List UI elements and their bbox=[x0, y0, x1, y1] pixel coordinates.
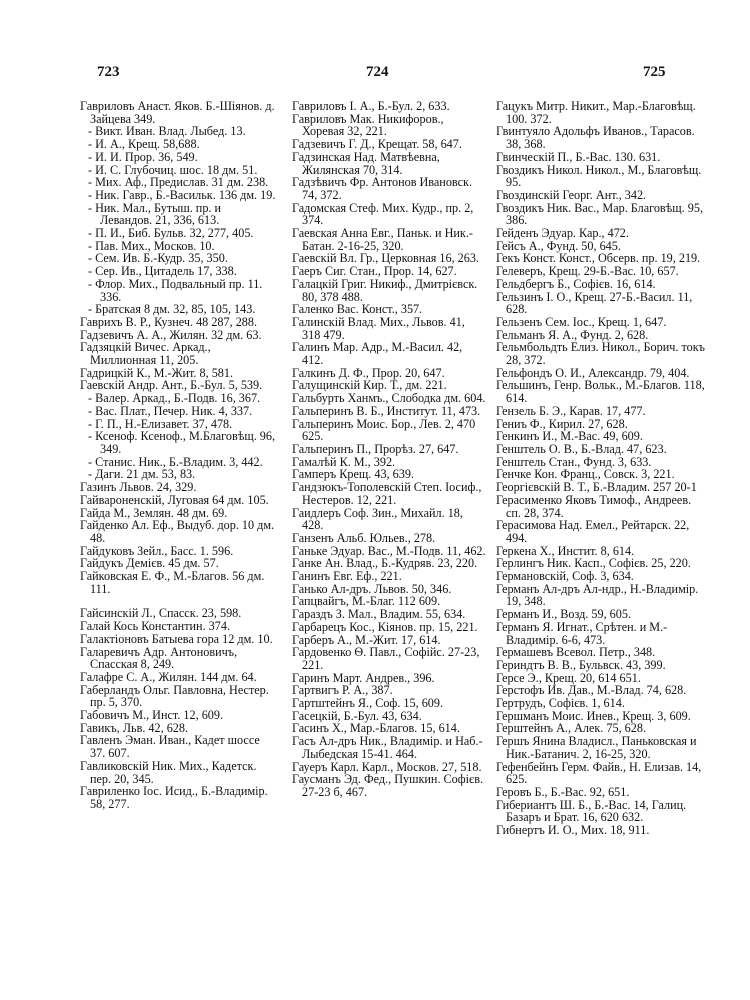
directory-entry: - П. И., Биб. Бульв. 32, 277, 405. bbox=[88, 226, 254, 241]
directory-entry: Геровъ Б., Б.-Вас. 92, 651. bbox=[496, 784, 630, 799]
page-number-left: 723 bbox=[97, 64, 120, 80]
directory-entry: Гадзевичъ Г. Д., Крещат. 58, 647. bbox=[292, 137, 462, 152]
directory-entry: Ганько Ал-дръ. Львов. 50, 346. bbox=[292, 581, 452, 596]
directory-entry: Гельмбольдть Елиз. Никол., Борич. токъ 28, 372. bbox=[496, 340, 705, 368]
directory-entry: Гарбарецъ Кос., Кіянов. пр. 15, 221. bbox=[292, 619, 478, 634]
directory-column-right bbox=[496, 100, 708, 837]
directory-entry: Гайсинскій Л., Спасск. 23, 598. bbox=[80, 606, 242, 621]
directory-entry: Гартштейнъ Я., Соф. 15, 609. bbox=[292, 696, 444, 711]
directory-entry: Геркена Х., Инстит. 8, 614. bbox=[496, 543, 635, 558]
directory-entry: Галаревичъ Адр. Антоновичъ, Спасская 8, 249. bbox=[80, 644, 238, 672]
directory-entry: Гибериантъ Ш. Б., Б.-Вас. 14, Галиц. Базаръ и Брат. 16, 620 632. bbox=[496, 797, 687, 825]
page-number-center: 724 bbox=[366, 64, 389, 80]
directory-entry: Генштель О. В., Б.-Влад. 47, 623. bbox=[496, 441, 667, 456]
directory-entry: Гайда М., Землян. 48 дм. 69. bbox=[80, 505, 228, 520]
directory-entry: - Вас. Плат., Печер. Ник. 4, 337. bbox=[88, 403, 253, 418]
directory-entry: Гасинъ Х., Мар.-Благов. 15, 614. bbox=[292, 721, 460, 736]
directory-entry: Гельфондъ О. И., Александр. 79, 404. bbox=[496, 365, 690, 380]
directory-entry: - Г. П., Н.-Елизавет. 37, 478. bbox=[88, 416, 233, 431]
directory-entry: - И. И. Прор. 36, 549. bbox=[88, 149, 198, 164]
directory-entry: Гвоздикъ Никол. Никол., М., Благовѣщ. 95. bbox=[496, 162, 702, 190]
directory-entry: Галафре С. А., Жилян. 144 дм. 64. bbox=[80, 669, 257, 684]
directory-entry: Гейденъ Эдуар. Кар., 472. bbox=[496, 226, 629, 241]
directory-entry: Гальбурть Ханмъ., Слободка дм. 604. bbox=[292, 391, 486, 406]
directory-entry: Гефенбейнъ Герм. Файв., Н. Елизав. 14, 625. bbox=[496, 759, 702, 787]
directory-entry: Галай Кось Константин. 374. bbox=[80, 619, 230, 634]
directory-entry: Гермашевъ Всевол. Петр., 348. bbox=[496, 645, 656, 660]
directory-entry: Гайдуковъ Зейл., Басс. 1. 596. bbox=[80, 543, 234, 558]
directory-entry: - Ник. Гавр., Б.-Васильк. 136 дм. 19. bbox=[88, 187, 276, 202]
directory-entry: - Валер. Аркад., Б.-Подв. 16, 367. bbox=[88, 391, 261, 406]
directory-entry: Гадзяцкій Вичес. Аркад., Миллионная 11, 205. bbox=[80, 340, 211, 368]
directory-entry: Генчке Кон. Франц., Совск. 3, 221. bbox=[496, 467, 675, 482]
directory-entry: Германъ Ал-дръ Ал-ндр., Н.-Владимір. 19, 348. bbox=[496, 581, 699, 609]
directory-entry: Галинъ Мар. Адр., М.-Васил. 42, 412. bbox=[292, 340, 463, 368]
directory-entry: Гаусманъ Эд. Фед., Пушкин. Софієв. 27-23 б, 467. bbox=[292, 772, 484, 799]
directory-entry: - Даги. 21 дм. 53, 83. bbox=[88, 467, 196, 482]
directory-entry: Гавикъ, Льв. 42, 628. bbox=[80, 720, 189, 735]
directory-entry: Гадзѣвичъ Фр. Антонов Ивановск. 74, 372. bbox=[292, 175, 472, 202]
directory-entry: Гениъ Ф., Кирил. 27, 628. bbox=[496, 416, 628, 431]
directory-entry: Газинъ Львов. 24, 329. bbox=[80, 480, 197, 495]
directory-entry: Гельзинъ І. О., Крещ. 27-Б.-Васил. 11, 628. bbox=[496, 289, 693, 317]
directory-entry: - Станис. Ник., Б.-Владим. 3, 442. bbox=[88, 454, 263, 469]
directory-entry: Гертрудъ, Софієв. 1, 614. bbox=[496, 696, 625, 711]
directory-entry: Герштейнъ А., Алек. 75, 628. bbox=[496, 721, 646, 736]
directory-entry: - И. А., Крещ. 58,688. bbox=[88, 137, 200, 152]
directory-entry: Герлингъ Ник. Касп., Софієв. 25, 220. bbox=[496, 556, 691, 571]
directory-entry: Габовичъ М., Инст. 12, 609. bbox=[80, 708, 224, 723]
directory-entry: - Викт. Иван. Влад. Лыбед. 13. bbox=[88, 124, 246, 139]
directory-entry: Гальперинъ П., Прорѣз. 27, 647. bbox=[292, 441, 459, 456]
directory-entry: Галущинскій Кир. Т., дм. 221. bbox=[292, 378, 447, 393]
directory-entry: Герстофъ Ив. Дав., М.-Влад. 74, 628. bbox=[496, 683, 687, 698]
directory-entry: - Братская 8 дм. 32, 85, 105, 143. bbox=[88, 302, 256, 317]
directory-entry: Гаевскій Андр. Ант., Б.-Бул. 5, 539. bbox=[80, 378, 263, 393]
directory-entry: Гельдбергъ Б., Софієв. 16, 614. bbox=[496, 276, 656, 291]
directory-entry: Гараздъ З. Мал., Владим. 55, 634. bbox=[292, 607, 466, 622]
directory-entry: Габерландъ Ольг. Павловна, Нестер. пр. 5, 370. bbox=[80, 682, 269, 710]
directory-entry: Германъ Я. Игнат., Срѣтен. и М.-Владимір. 6-6, 473. bbox=[496, 619, 668, 647]
directory-entry: Гелеверъ, Крещ. 29-Б.-Вас. 10, 657. bbox=[496, 264, 679, 279]
directory-entry: Гавриленко Іос. Исид., Б.-Владимір. 58, 277. bbox=[80, 784, 268, 811]
directory-entry: Гайденко Ал. Еф., Выдуб. дор. 10 дм. 48. bbox=[80, 518, 275, 545]
directory-entry: Ганинъ Евг. Еф., 221. bbox=[292, 569, 402, 584]
directory-entry: Гадомская Стеф. Мих. Кудр., пр. 2, 374. bbox=[292, 200, 474, 228]
directory-entry: Германъ И., Возд. 59, 605. bbox=[496, 607, 632, 622]
directory-entry: Гамалѣй К. М., 392. bbox=[292, 454, 396, 469]
directory-entry: Гершъ Янина Владисл., Паньковская и Ник.-Батанич. 2, 16-25, 320. bbox=[496, 734, 697, 761]
directory-entry: Гибнертъ И. О., Мих. 18, 911. bbox=[496, 823, 650, 838]
directory-entry: Гаидлеръ Соф. Зин., Михайл. 18, 428. bbox=[292, 505, 463, 533]
directory-entry: Гайвароненскій, Луговая 64 дм. 105. bbox=[80, 492, 269, 507]
directory-entry: - Флор. Мих., Подвальный пр. 11. 336. bbox=[88, 276, 263, 304]
directory-column-left bbox=[80, 100, 276, 811]
directory-entry: Гардовенко Ѳ. Павл., Софійс. 27-23, 221. bbox=[292, 645, 480, 672]
directory-entry: Гандзюкъ-Тополевскій Степ. Іосиф., Нестеров. 12, 221. bbox=[292, 480, 482, 507]
page-number-right: 725 bbox=[643, 64, 666, 80]
directory-entry: Гекъ Конст. Конст., Обсерв. пр. 19, 219. bbox=[496, 251, 701, 266]
directory-column-center bbox=[292, 100, 486, 799]
directory-entry: Гарберъ А., М.-Жит. 17, 614. bbox=[292, 632, 441, 647]
directory-entry: Герасимова Над. Емел., Рейтарск. 22, 494. bbox=[496, 518, 690, 545]
directory-entry: Гвинтуяло Адольфъ Иванов., Тарасов. 38, 368. bbox=[496, 124, 695, 152]
directory-entry: Генкинъ И., М.-Вас. 49, 609. bbox=[496, 429, 643, 444]
directory-entry: Галенко Вас. Конст., 357. bbox=[292, 302, 423, 317]
directory-entry: Гаеръ Сиг. Стан., Прор. 14, 627. bbox=[292, 264, 457, 279]
directory-entry: - Мих. Аф., Предислав. 31 дм. 238. bbox=[88, 175, 269, 190]
directory-entry: Гельшинъ, Генр. Вольк., М.-Благов. 118, 614. bbox=[496, 378, 705, 406]
directory-entry: Галацкій Григ. Никиф., Дмитрієвск. 80, 378 488. bbox=[292, 276, 478, 304]
directory-entry: Гайдукъ Демієв. 45 дм. 57. bbox=[80, 556, 219, 571]
directory-entry: Ганке Ан. Влад., Б.-Кудряв. 23, 220. bbox=[292, 556, 478, 571]
directory-entry: Галактіоновъ Батыева гора 12 дм. 10. bbox=[80, 631, 273, 646]
directory-entry: Гельзенъ Сем. Іос., Крещ. 1, 647. bbox=[496, 314, 667, 329]
directory-entry: Гальперинъ Моис. Бор., Лев. 2, 470 625. bbox=[292, 416, 476, 444]
directory-entry: Гаевская Анна Евг., Паньк. и Ник.-Батан. 2-16-25, 320. bbox=[292, 226, 473, 253]
directory-entry: - И. С. Глубочиц. шос. 18 дм. 51. bbox=[88, 162, 258, 177]
directory-entry: Гершманъ Моис. Инев., Крещ. 3, 609. bbox=[496, 708, 691, 723]
directory-entry: Галинскій Влад. Мих., Львов. 41, 318 479. bbox=[292, 314, 465, 342]
directory-entry: Георгієвскій В. Т., Б.-Владим. 257 20-1 bbox=[496, 480, 697, 495]
directory-entry: Герсе Э., Крещ. 20, 614 651. bbox=[496, 670, 641, 685]
directory-entry: Гадзинская Над. Матвѣевна, Жилянская 70, 314. bbox=[292, 149, 440, 177]
directory-entry: Герасименко Яковъ Тимоф., Андреев. сп. 28, 374. bbox=[496, 492, 692, 520]
directory-entry: Гацукъ Митр. Никит., Мар.-Благовѣщ. 100. 372. bbox=[496, 99, 696, 126]
directory-entry: Галкинъ Д. Ф., Прор. 20, 647. bbox=[292, 365, 445, 380]
directory-entry: Ганзенъ Альб. Юльев., 278. bbox=[292, 530, 436, 545]
directory-entry: Гауеръ Карл. Карл., Москов. 27, 518. bbox=[292, 759, 482, 774]
directory-entry: Гельманъ Я. А., Фунд. 2, 628. bbox=[496, 327, 649, 342]
directory-entry: Гвоздинскій Георг. Ант., 342. bbox=[496, 187, 647, 202]
directory-entry: Гвоздикъ Ник. Вас., Мар. Благовѣщ. 95, 386. bbox=[496, 200, 703, 228]
directory-entry: - Сем. Ив. Б.-Кудр. 35, 350. bbox=[88, 251, 228, 266]
directory-entry: Гамперъ Крещ. 43, 639. bbox=[292, 467, 414, 482]
directory-entry: Гейсъ А., Фунд. 50, 645. bbox=[496, 238, 621, 253]
directory-entry: - Ксеноф. Ксеноф., М.Благовѣщ. 96, 349. bbox=[88, 429, 276, 456]
directory-entry: Гавриловъ Анаст. Яков. Б.-Шіянов. д. Зайцева 349. bbox=[80, 99, 275, 126]
directory-entry: Гавриловъ Мак. Никифоров., Хоревая 32, 221. bbox=[292, 111, 444, 139]
directory-entry: Гасецкій, Б.-Бул. 43, 634. bbox=[292, 708, 422, 723]
directory-entry: Гериндтъ В. В., Бульвск. 43, 399. bbox=[496, 657, 666, 672]
directory-entry: Гвинческій П., Б.-Вас. 130. 631. bbox=[496, 149, 661, 164]
directory-entry: Германовскій, Соф. 3, 634. bbox=[496, 569, 634, 584]
directory-entry: Ганьке Эдуар. Вас., М.-Подв. 11, 462. bbox=[292, 543, 486, 558]
directory-entry: Гасъ Ал-дръ Ник., Владимір. и Наб.-Лыбедская 15-41. 464. bbox=[292, 734, 483, 761]
directory-entry: Гадрицкій К., М.-Жит. 8, 581. bbox=[80, 365, 234, 380]
directory-entry: Гапцвайгъ, М.-Благ. 112 609. bbox=[292, 594, 441, 609]
directory-entry: Гавленъ Эман. Иван., Кадет шоссе 37. 607. bbox=[80, 733, 260, 761]
directory-entry: Генштель Стан., Фунд. 3, 633. bbox=[496, 454, 652, 469]
directory-entry: Гензель Б. Э., Карав. 17, 477. bbox=[496, 403, 646, 418]
directory-entry: Гавликовскій Ник. Мих., Кадетск. пер. 20, 345. bbox=[80, 758, 257, 786]
directory-entry: Гавриловъ І. А., Б.-Бул. 2, 633. bbox=[292, 99, 450, 113]
directory-entry: Гаринъ Март. Андрев., 396. bbox=[292, 670, 435, 685]
directory-entry: Гадзевичъ А. А., Жилян. 32 дм. 63. bbox=[80, 327, 262, 342]
directory-entry: Гаевскій Вл. Гр., Церковная 16, 263. bbox=[292, 251, 479, 266]
directory-entry: Гальперинъ В. Б., Институт. 11, 473. bbox=[292, 403, 481, 418]
directory-entry: Гаврихъ В. Р., Кузнеч. 48 287, 288. bbox=[80, 314, 258, 329]
directory-entry: Гайковская Е. Ф., М.-Благов. 56 дм. 111. bbox=[80, 569, 265, 596]
directory-entry: - Сер. Ив., Цитадель 17, 338. bbox=[88, 264, 237, 279]
directory-entry: Гартвигъ Р. А., 387. bbox=[292, 683, 393, 698]
directory-entry: - Пав. Мих., Москов. 10. bbox=[88, 238, 215, 253]
directory-entry: - Ник. Мал., Бутыш. пр. и Левандов. 21, 336, 613. bbox=[88, 200, 222, 228]
